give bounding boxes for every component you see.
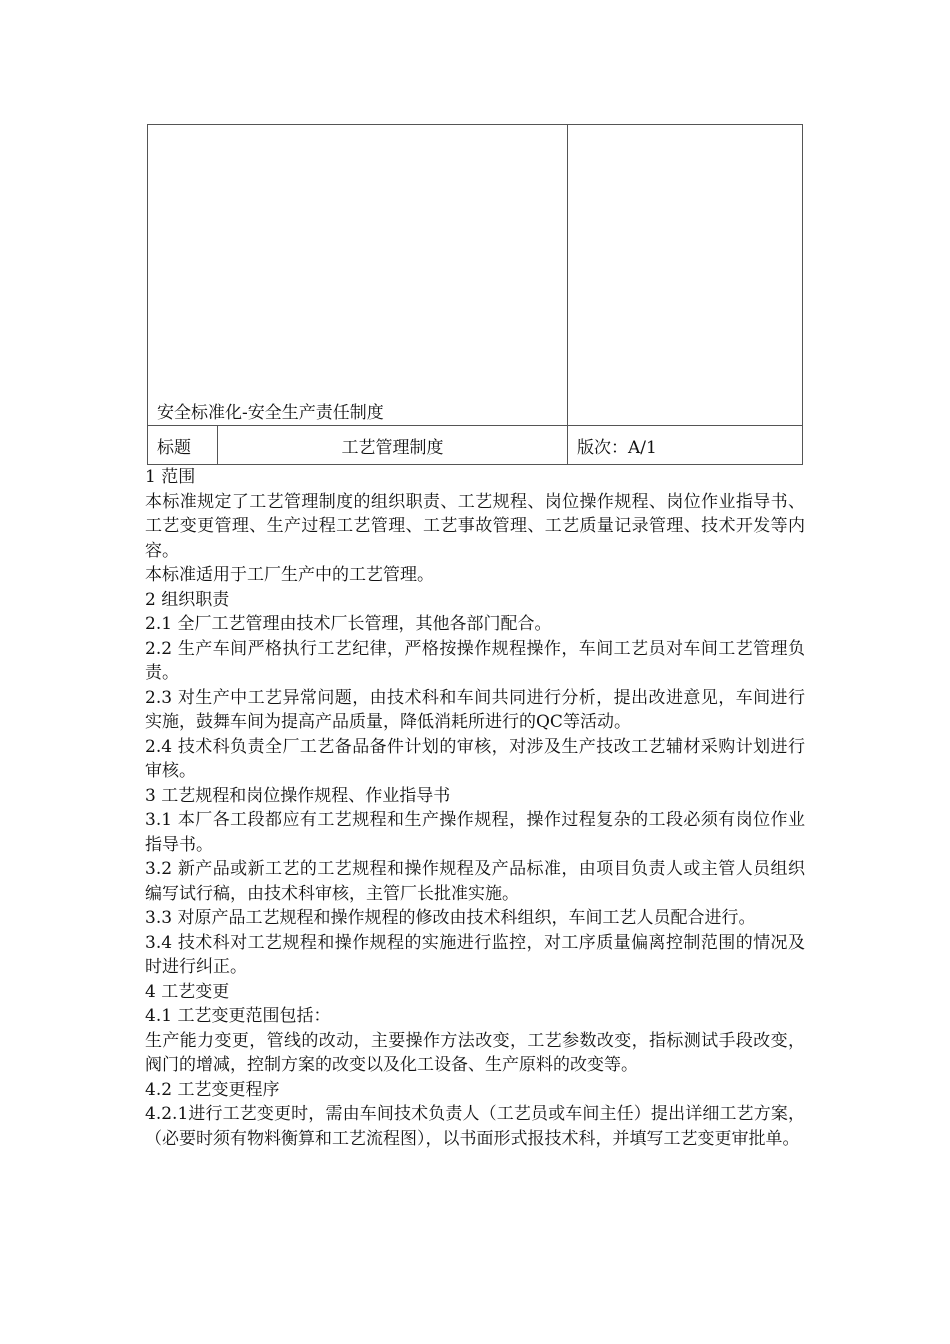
section-heading: 1 范围 (145, 467, 196, 487)
paragraph: 本标准规定了工艺管理制度的组织职责、工艺规程、岗位操作规程、岗位作业指导书、工艺变更管理、生产过程工艺管理、工艺事故管理、工艺质量记录管理、技术开发等内容。 (145, 491, 805, 561)
section-heading: 2 组织职责 (145, 589, 230, 610)
paragraph: 3.2 新产品或新工艺的工艺规程和操作规程及产品标准，由项目负责人或主管人员组织编写试行稿，由技术科审核，主管厂长批准实施。 (145, 859, 805, 904)
paragraph: 2.3 对生产中工艺异常问题，由技术科和车间共同进行分析，提出改进意见，车间进行实施，鼓舞车间为提高产品质量，降低消耗所进行的QC等活动。 (145, 687, 805, 732)
paragraph: 生产能力变更，管线的改动，主要操作方法改变，工艺参数改变，指标测试手段改变，阀门的增减，控制方案的改变以及化工设备、生产原料的改变等。 (145, 1030, 805, 1075)
paragraph: 2.1 全厂工艺管理由技术厂长管理，其他各部门配合。 (145, 614, 552, 634)
paragraph: 本标准适用于工厂生产中的工艺管理。 (145, 565, 434, 585)
document-header-table (147, 124, 803, 465)
document-body (145, 465, 805, 1151)
title-label: 标题 (148, 426, 218, 464)
doc-series-cell (148, 125, 568, 426)
paragraph: 4.2.1进行工艺变更时，需由车间技术负责人（工艺员或车间主任）提出详细工艺方案，（必要时须有物料衡算和工艺流程图），以书面形式报技术科，并填写工艺变更审批单。 (145, 1104, 805, 1149)
paragraph: 4.2 工艺变更程序 (145, 1079, 280, 1100)
doc-title: 工艺管理制度 (341, 437, 444, 458)
title-inner-table (148, 426, 567, 464)
paragraph: 4.1 工艺变更范围包括： (145, 1006, 331, 1026)
paragraph: 3.4 技术科对工艺规程和操作规程的实施进行监控，对工序质量偏离控制范围的情况及时进行纠正。 (145, 932, 805, 977)
title-row-left (148, 426, 568, 465)
section-heading: 3 工艺规程和岗位操作规程、作业指导书 (145, 785, 451, 806)
paragraph: 2.4 技术科负责全厂工艺备品备件计划的审核，对涉及生产技改工艺辅材采购计划进行审核。 (145, 736, 805, 781)
logo-cell (568, 125, 803, 426)
doc-version: 版次：A/1 (568, 426, 803, 465)
paragraph: 3.3 对原产品工艺规程和操作规程的修改由技术科组织，车间工艺人员配合进行。 (145, 908, 756, 928)
paragraph: 3.1 本厂各工段都应有工艺规程和生产操作规程，操作过程复杂的工段必须有岗位作业指导书。 (145, 810, 805, 855)
doc-series: 安全标准化-安全生产责任制度 (157, 403, 384, 423)
section-heading: 4 工艺变更 (145, 981, 230, 1002)
paragraph: 2.2 生产车间严格执行工艺纪律，严格按操作规程操作，车间工艺员对车间工艺管理负责。 (145, 638, 805, 683)
